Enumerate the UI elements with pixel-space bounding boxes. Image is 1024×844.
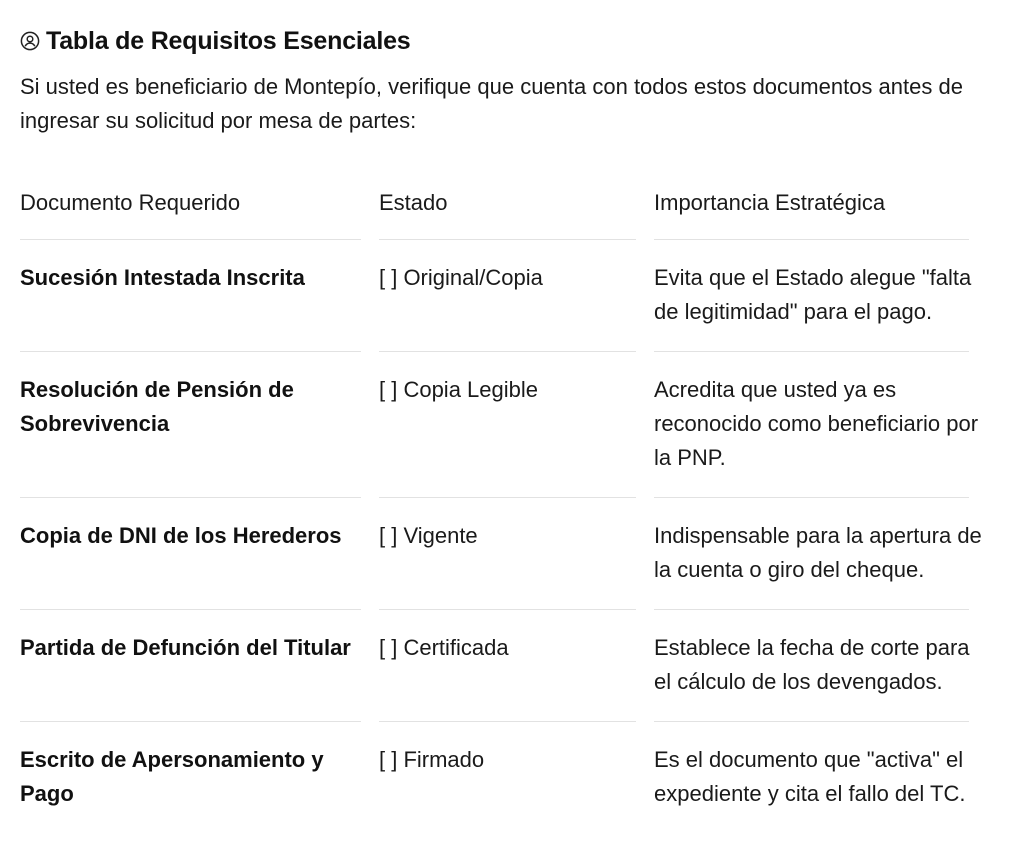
table-row	[20, 239, 987, 351]
section-header	[20, 22, 1004, 60]
documento-cell: Escrito de Apersonamiento y Pago	[20, 747, 324, 806]
table-row	[20, 497, 987, 609]
table-row	[20, 721, 987, 833]
estado-cell: [ ] Original/Copia	[379, 265, 543, 290]
documento-cell: Sucesión Intestada Inscrita	[20, 265, 305, 290]
importancia-cell: Acredita que usted ya es reconocido como beneficiario por la PNP.	[654, 377, 979, 470]
documento-cell: Copia de DNI de los Herederos	[20, 523, 342, 548]
table-row	[20, 609, 987, 721]
table-header-row	[20, 186, 987, 239]
requirements-table	[20, 186, 987, 833]
documento-cell: Resolución de Pensión de Sobrevivencia	[20, 377, 294, 436]
requirements-section	[20, 22, 1004, 833]
intro-text: Si usted es beneficiario de Montepío, verifique que cuenta con todos estos documentos antes de ingresar su solicitud por mesa de partes:	[20, 74, 963, 133]
page-title: Tabla de Requisitos Esenciales	[46, 26, 411, 55]
importancia-cell: Indispensable para la apertura de la cuenta o giro del cheque.	[654, 523, 982, 582]
documento-cell: Partida de Defunción del Titular	[20, 635, 351, 660]
importancia-cell: Evita que el Estado alegue "falta de legitimidad" para el pago.	[654, 265, 972, 324]
estado-cell: [ ] Certificada	[379, 635, 509, 660]
table-row	[20, 351, 987, 497]
user-circle-icon	[20, 31, 40, 51]
estado-cell: [ ] Vigente	[379, 523, 478, 548]
column-header-documento: Documento Requerido	[20, 190, 241, 215]
column-header-importancia: Importancia Estratégica	[654, 190, 886, 215]
estado-cell: [ ] Copia Legible	[379, 377, 538, 402]
estado-cell: [ ] Firmado	[379, 747, 485, 772]
importancia-cell: Es el documento que "activa" el expediente y cita el fallo del TC.	[654, 747, 966, 806]
importancia-cell: Establece la fecha de corte para el cálculo de los devengados.	[654, 635, 970, 694]
column-header-estado: Estado	[379, 190, 448, 215]
